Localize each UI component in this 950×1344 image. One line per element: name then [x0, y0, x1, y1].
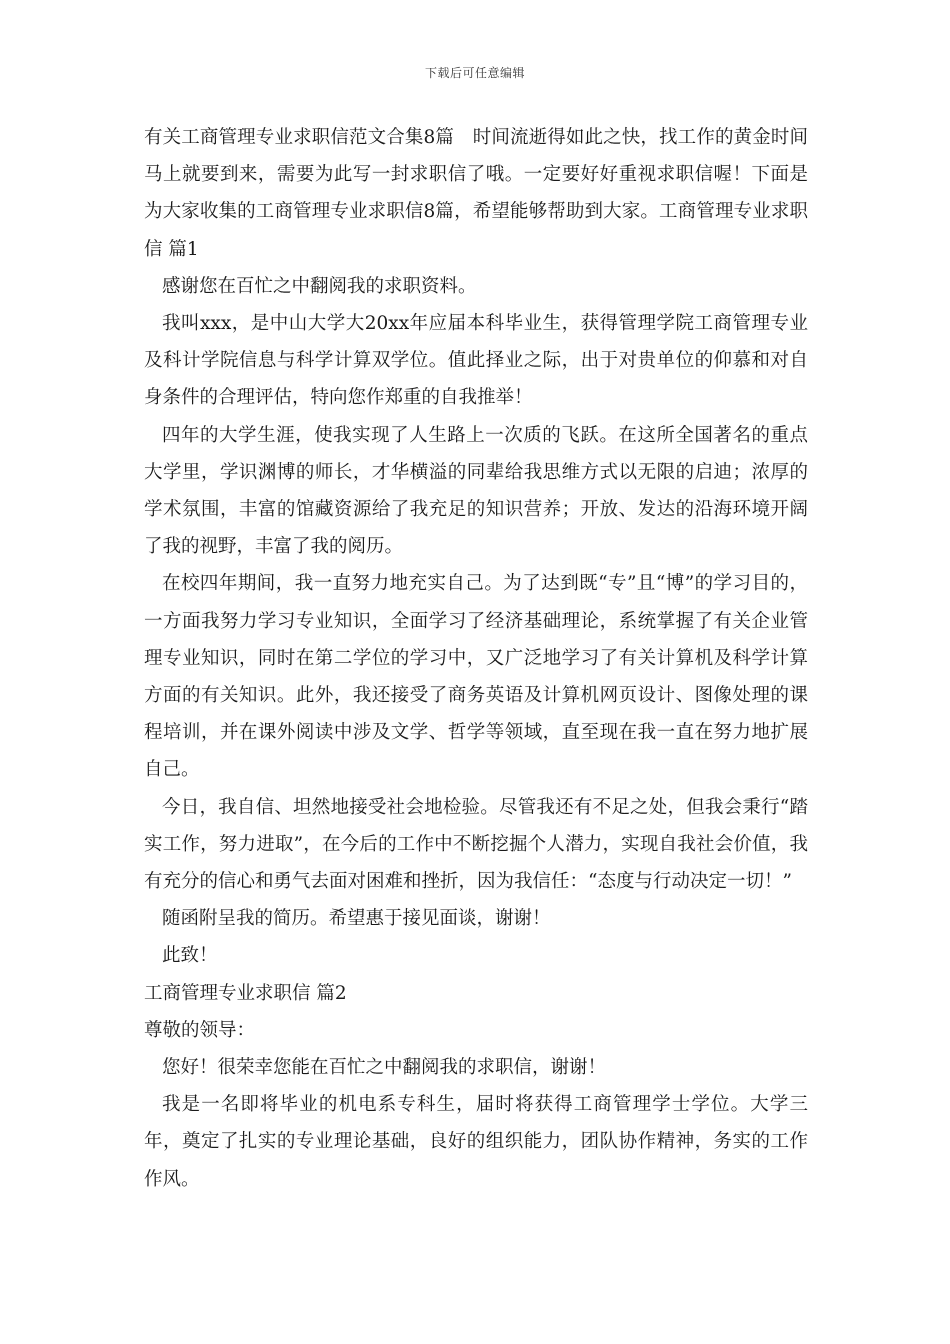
header-note: 下载后可任意编辑 — [424, 66, 525, 80]
paragraph-intro: 有关工商管理专业求职信范文合集8篇 时间流逝得如此之快，找工作的黄金时间马上就要到来，需要为此写一封求职信了哦。一定要好好重视求职信喔！下面是为大家收集的工商管理专业求职信8篇，希望能够帮助到大家。工商管理专业求职信 篇1 — [144, 127, 808, 260]
document-body — [144, 119, 808, 1198]
paragraph-studies: 在校四年期间，我一直努力地充实自己。为了达到既“专”且“博”的学习目的，一方面我努力学习专业知识，全面学习了经济基础理论，系统掌握了有关企业管理专业知识，同时在第二学位的学习中，又广泛地学习了有关计算机及科学计算方面的有关知识。此外，我还接受了商务英语及计算机网页设计、图像处理的课程培训，并在课外阅读中涉及文学、哲学等领域，直至现在我一直在努力地扩展自己。 — [144, 573, 808, 781]
paragraph-greeting: 您好！很荣幸您能在百忙之中翻阅我的求职信，谢谢！ — [162, 1057, 607, 1079]
paragraph-closing: 此致！ — [162, 945, 218, 967]
paragraph-resume-attached: 随函附呈我的简历。希望惠于接见面谈，谢谢！ — [162, 908, 551, 930]
paragraph-self-intro: 我叫xxx，是中山大学大20xx年应届本科毕业生，获得管理学院工商管理专业及科计学院信息与科学计算双学位。值此择业之际，出于对贵单位的仰慕和对自身条件的合理评估，特向您作郑重的自我推举！ — [144, 313, 808, 409]
paragraph-thanks: 感谢您在百忙之中翻阅我的求职资料。 — [162, 275, 477, 297]
paragraph-university-life: 四年的大学生涯，使我实现了人生路上一次质的飞跃。在这所全国著名的重点大学里，学识渊博的师长，才华横溢的同辈给我思维方式以无限的启迪；浓厚的学术氛围，丰富的馆藏资源给了我充足的知识营养；开放、发达的沿海环境开阔了我的视野，丰富了我的阅历。 — [144, 424, 808, 558]
paragraph-salutation: 尊敬的领导： — [144, 1019, 256, 1041]
paragraph-confidence: 今日，我自信、坦然地接受社会地检验。尽管我还有不足之处，但我会秉行“踏实工作，努力进取”，在今后的工作中不断挖掘个人潜力，实现自我社会价值，我有充分的信心和勇气去面对困难和挫折，因为我信任：“态度与行动决定一切！” — [144, 796, 808, 893]
paragraph-background: 我是一名即将毕业的机电系专科生，届时将获得工商管理学士学位。大学三年，奠定了扎实的专业理论基础，良好的组织能力，团队协作精神，务实的工作作风。 — [144, 1094, 808, 1190]
section-heading-2: 工商管理专业求职信 篇2 — [144, 982, 347, 1004]
